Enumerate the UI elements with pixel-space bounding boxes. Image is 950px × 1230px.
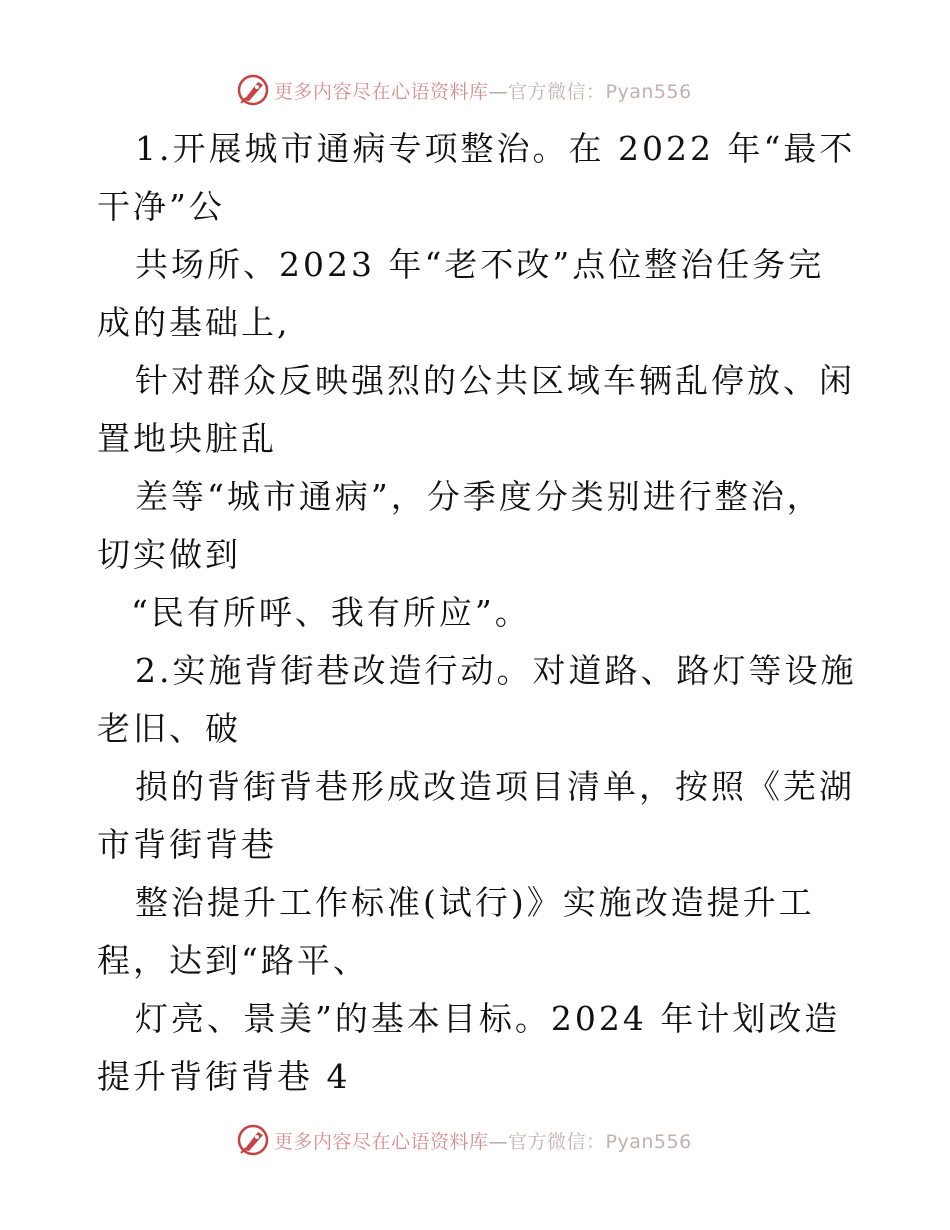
banner-separator: —: [488, 80, 509, 103]
body-paragraph-6: 2.实施背街巷改造行动。对道路、路灯等设施老旧、破: [97, 651, 857, 748]
footer-watermark-banner: [236, 1122, 692, 1158]
body-paragraph-3: 针对群众反映强烈的公共区域车辆乱停放、闲置地块脏乱: [97, 361, 855, 458]
pen-nib-logo-icon: [236, 1123, 270, 1157]
banner-site-text: 更多内容尽在心语资料库: [274, 1130, 489, 1153]
body-paragraph-2: 共场所、2023 年“老不改”点位整治任务完成的基础上,: [97, 245, 825, 342]
banner-separator: —: [488, 1130, 509, 1153]
banner-contact-text: 官方微信：Pyan556: [508, 80, 692, 103]
body-paragraph-8: 整治提升工作标准(试行)》实施改造提升工程，达到“路平、: [97, 883, 815, 980]
body-paragraph-7: 损的背街背巷形成改造项目清单，按照《芜湖市背街背巷: [97, 767, 855, 864]
pen-nib-logo-icon: [236, 73, 270, 107]
body-paragraph-9: 灯亮、景美”的基本目标。2024 年计划改造提升背街背巷 4: [97, 999, 841, 1096]
document-body: [97, 120, 857, 1106]
banner-text: [274, 1127, 692, 1154]
body-paragraph-5: “民有所呼、我有所应”。: [131, 593, 531, 632]
banner-text: [274, 77, 692, 104]
banner-site-text: 更多内容尽在心语资料库: [274, 80, 489, 103]
body-paragraph-1: 1.开展城市通病专项整治。在 2022 年“最不干净”公: [97, 129, 856, 226]
banner-contact-text: 官方微信：Pyan556: [508, 1130, 692, 1153]
body-paragraph-4: 差等“城市通病”，分季度分类别进行整治，切实做到: [97, 477, 823, 574]
header-watermark-banner: [236, 72, 692, 108]
